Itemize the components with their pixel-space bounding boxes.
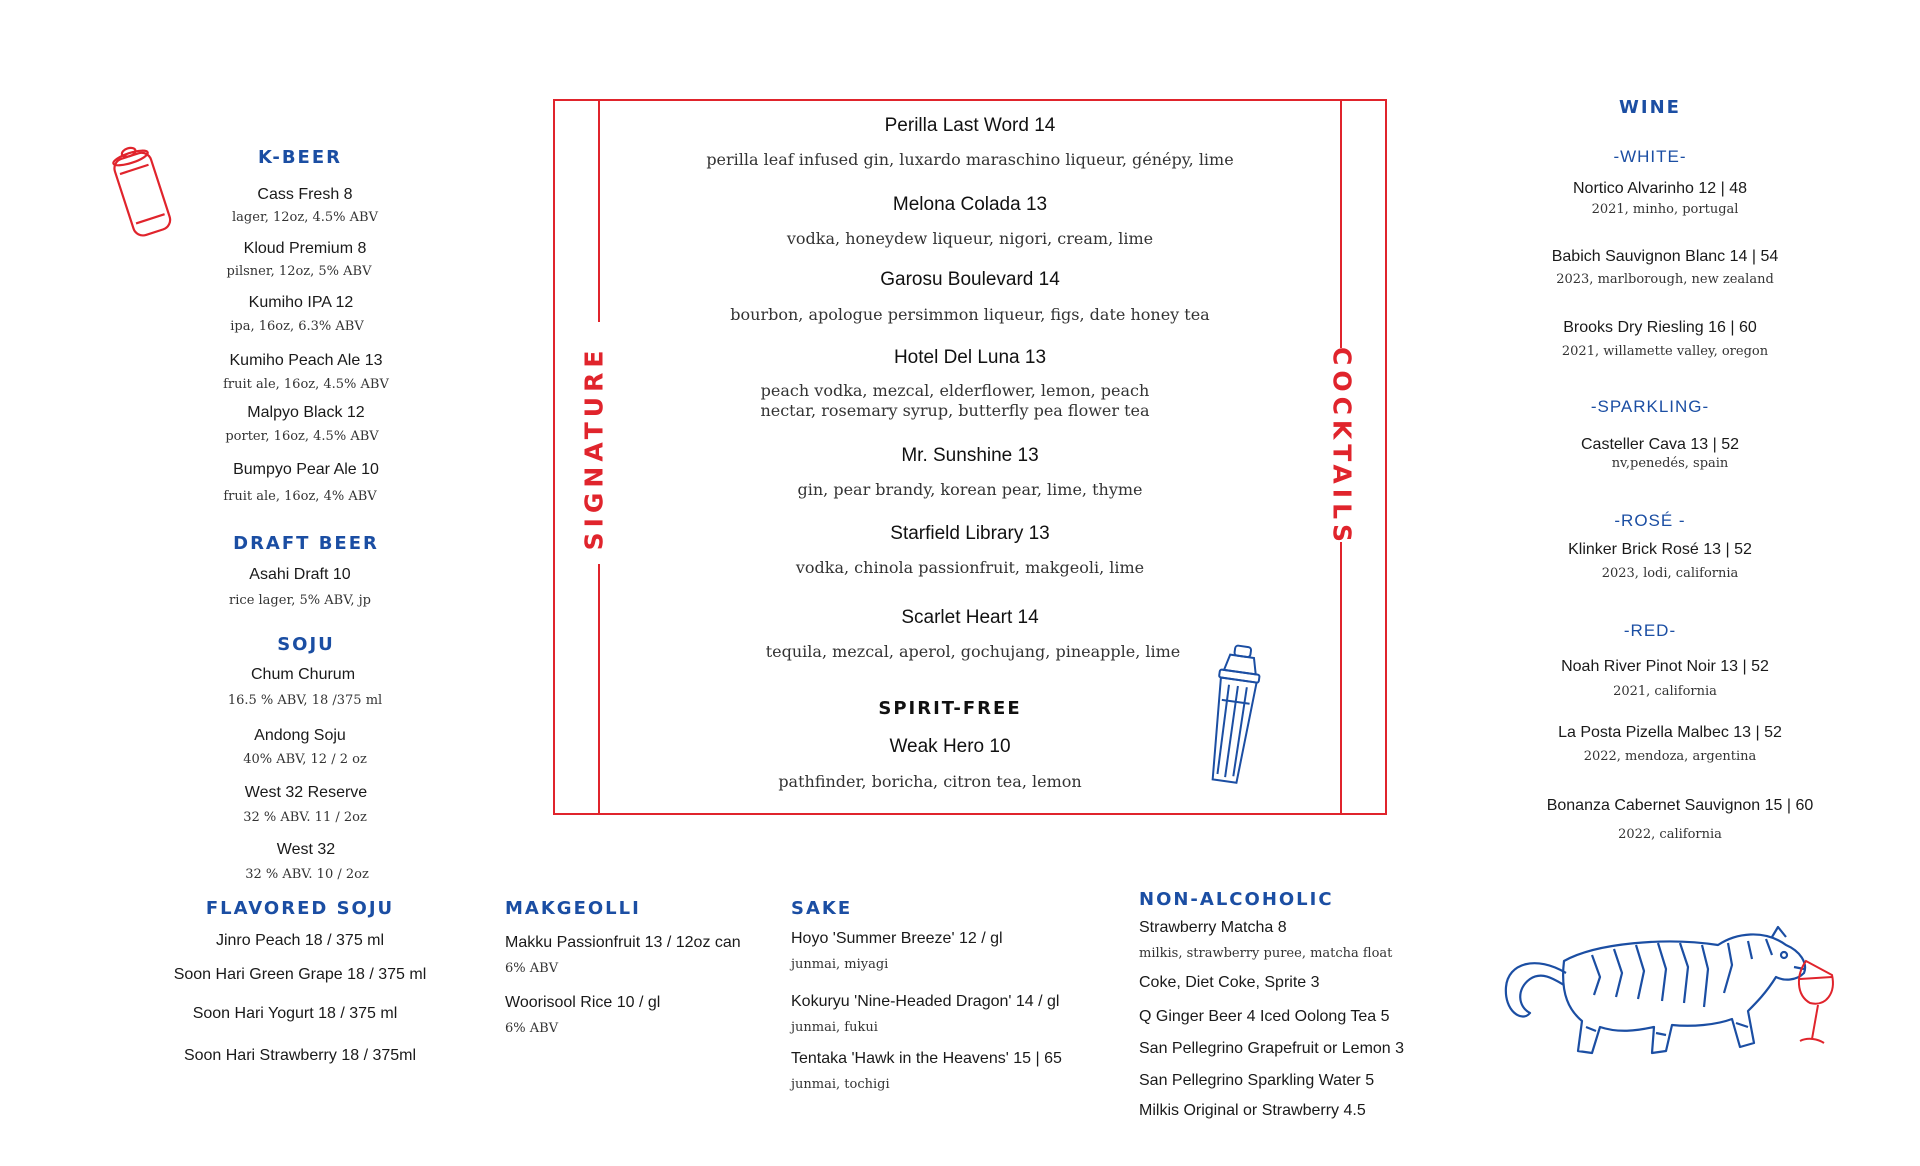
menu-item-desc: 2022, mendoza, argentina (1583, 749, 1757, 764)
menu-item-desc: 2021, minho, portugal (1591, 202, 1739, 217)
cocktail-shaker-icon (1196, 642, 1276, 787)
signature-label: SIGNATURE (579, 345, 609, 551)
menu-item-name: Milkis Original or Strawberry 4.5 (1139, 1102, 1366, 1119)
menu-item-desc: lager, 12oz, 4.5% ABV (232, 210, 378, 225)
menu-item-desc: rice lager, 5% ABV, jp (229, 593, 371, 608)
flavored-soju-heading: FLAVORED SOJU (205, 898, 395, 919)
cocktail-name: Scarlet Heart 14 (901, 607, 1039, 628)
menu-item-desc: 6% ABV (505, 961, 559, 976)
menu-item-name: Hoyo 'Summer Breeze' 12 / gl (791, 930, 1003, 947)
menu-item-desc: fruit ale, 16oz, 4.5% ABV (223, 377, 389, 392)
menu-item-name: San Pellegrino Grapefruit or Lemon 3 (1139, 1040, 1405, 1057)
menu-item-name: West 32 (276, 841, 336, 858)
wine-heading: WINE (1619, 97, 1681, 118)
cocktail-desc: peach vodka, mezcal, elderflower, lemon, peach nectar, rosemary syrup, butterfly pea flower tea (760, 381, 1150, 420)
menu-item-name: Bumpyo Pear Ale 10 (233, 461, 379, 478)
wine-white-heading: -WHITE- (1613, 147, 1687, 166)
menu-item-name: La Posta Pizella Malbec 13 | 52 (1558, 724, 1782, 741)
menu-item-name: San Pellegrino Sparkling Water 5 (1139, 1072, 1375, 1089)
menu-item-name: Andong Soju (254, 727, 346, 744)
kbeer-heading: K-BEER (257, 147, 343, 168)
menu-item-name: Soon Hari Strawberry 18 / 375ml (183, 1047, 417, 1064)
menu-item-desc: 2021, california (1613, 684, 1717, 699)
menu-item-desc: 32 % ABV. 11 / 2oz (243, 810, 367, 825)
spirit-free-heading: SPIRIT-FREE (878, 698, 1022, 719)
sake-heading: SAKE (791, 898, 853, 919)
menu-item-desc: porter, 16oz, 4.5% ABV (225, 429, 379, 444)
menu-item-desc: junmai, fukui (791, 1020, 878, 1035)
wine-sparkling-heading: -SPARKLING- (1590, 397, 1710, 416)
menu-item-desc: nv,penedés, spain (1611, 456, 1729, 471)
cocktail-desc: tequila, mezcal, aperol, gochujang, pineapple, lime (765, 642, 1181, 661)
draft-beer-heading: DRAFT BEER (233, 533, 379, 554)
cocktail-desc: bourbon, apologue persimmon liqueur, figs, date honey tea (730, 305, 1210, 324)
menu-item-name: Klinker Brick Rosé 13 | 52 (1568, 541, 1752, 558)
tiger-illustration (1496, 915, 1846, 1070)
menu-item-name: Woorisool Rice 10 / gl (505, 994, 661, 1011)
non-alcoholic-heading: NON-ALCOHOLIC (1139, 889, 1334, 910)
menu-item-name: Strawberry Matcha 8 (1139, 919, 1287, 936)
menu-item-desc: milkis, strawberry puree, matcha float (1139, 946, 1393, 961)
menu-item-name: Casteller Cava 13 | 52 (1580, 436, 1739, 453)
menu-item-name: Asahi Draft 10 (249, 566, 351, 583)
menu-item-name: Babich Sauvignon Blanc 14 | 54 (1551, 248, 1779, 265)
menu-item-name: Kokuryu 'Nine-Headed Dragon' 14 / gl (791, 993, 1060, 1010)
cocktail-desc: perilla leaf infused gin, luxardo maraschino liqueur, génépy, lime (706, 150, 1234, 169)
menu-item-name: Bonanza Cabernet Sauvignon 15 | 60 (1546, 797, 1814, 814)
menu-item-name: Makku Passionfruit 13 / 12oz can (505, 934, 741, 951)
cocktail-desc: vodka, chinola passionfruit, makgeoli, lime (795, 558, 1145, 577)
menu-item-name: Soon Hari Green Grape 18 / 375 ml (173, 966, 427, 983)
cocktail-name: Garosu Boulevard 14 (880, 269, 1060, 290)
menu-item-desc: 6% ABV (505, 1021, 559, 1036)
cocktail-desc: vodka, honeydew liqueur, nigori, cream, lime (786, 229, 1154, 248)
menu-item-desc: 2022, california (1618, 827, 1722, 842)
cocktail-name: Weak Hero 10 (889, 736, 1011, 757)
menu-item-name: Q Ginger Beer 4 Iced Oolong Tea 5 (1139, 1008, 1390, 1025)
menu-item-name: Tentaka 'Hawk in the Heavens' 15 | 65 (791, 1050, 1062, 1067)
menu-item-name: Jinro Peach 18 / 375 ml (215, 932, 385, 949)
menu-item-desc: fruit ale, 16oz, 4% ABV (223, 489, 377, 504)
menu-item-name: Kumiho IPA 12 (248, 294, 354, 311)
cocktail-name: Melona Colada 13 (892, 194, 1048, 215)
menu-item-name: Coke, Diet Coke, Sprite 3 (1139, 974, 1320, 991)
menu-item-desc: 16.5 % ABV, 18 /375 ml (227, 693, 383, 708)
wine-rose-heading: -ROSÉ - (1614, 511, 1686, 530)
menu-item-desc: 2023, lodi, california (1601, 566, 1739, 581)
menu-item-desc: junmai, tochigi (791, 1077, 890, 1092)
menu-item-name: Nortico Alvarinho 12 | 48 (1572, 180, 1748, 197)
soju-heading: SOJU (277, 634, 335, 655)
beer-can-icon (100, 138, 185, 243)
makgeolli-heading: MAKGEOLLI (505, 898, 641, 919)
menu-item-name: Soon Hari Yogurt 18 / 375 ml (192, 1005, 398, 1022)
menu-item-desc: junmai, miyagi (791, 957, 889, 972)
menu-item-name: Chum Churum (250, 666, 356, 683)
menu-item-name: West 32 Reserve (244, 784, 368, 801)
menu-item-name: Noah River Pinot Noir 13 | 52 (1561, 658, 1769, 675)
cocktail-desc: gin, pear brandy, korean pear, lime, thyme (797, 480, 1143, 499)
cocktail-desc: pathfinder, boricha, citron tea, lemon (778, 772, 1082, 791)
cocktail-name: Perilla Last Word 14 (884, 115, 1056, 136)
menu-item-name: Cass Fresh 8 (257, 186, 353, 203)
menu-item-name: Kloud Premium 8 (243, 240, 367, 257)
cocktail-name: Hotel Del Luna 13 (893, 347, 1047, 368)
cocktail-name: Starfield Library 13 (890, 523, 1050, 544)
menu-item-name: Malpyo Black 12 (247, 404, 365, 421)
menu-item-desc: 2021, willamette valley, oregon (1561, 344, 1769, 359)
menu-item-desc: 2023, marlborough, new zealand (1556, 272, 1774, 287)
cocktail-name: Mr. Sunshine 13 (901, 445, 1039, 466)
menu-item-desc: 32 % ABV. 10 / 2oz (245, 867, 369, 882)
menu-item-name: Kumiho Peach Ale 13 (229, 352, 383, 369)
menu-item-desc: ipa, 16oz, 6.3% ABV (230, 319, 364, 334)
wine-red-heading: -RED- (1623, 621, 1677, 640)
menu-item-desc: pilsner, 12oz, 5% ABV (226, 264, 372, 279)
menu-item-name: Brooks Dry Riesling 16 | 60 (1563, 319, 1757, 336)
menu-item-desc: 40% ABV, 12 / 2 oz (243, 752, 367, 767)
cocktails-label: COCKTAILS (1327, 346, 1357, 548)
